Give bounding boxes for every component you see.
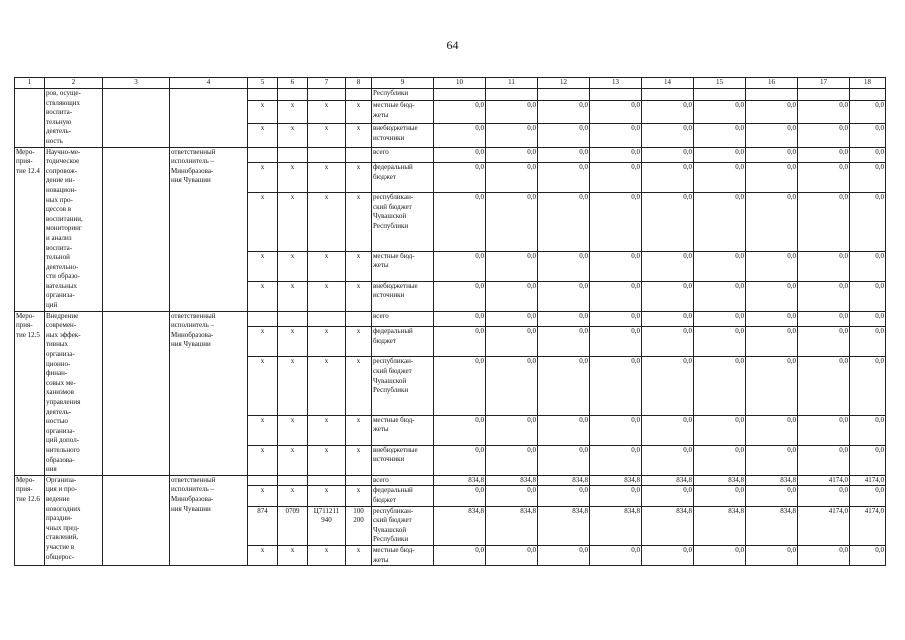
amount-cell: 0,0 bbox=[798, 163, 850, 193]
budget-table bbox=[14, 77, 886, 566]
code-grbs-cell: x bbox=[248, 101, 278, 124]
amount-cell: 0,0 bbox=[746, 251, 798, 281]
column-number-header: 15 bbox=[694, 78, 746, 89]
amount-cell: 0,0 bbox=[538, 251, 590, 281]
column-number-header: 4 bbox=[170, 78, 248, 89]
amount-cell: 0,0 bbox=[694, 445, 746, 475]
amount-cell: 0,0 bbox=[538, 486, 590, 506]
code-grbs-cell: x bbox=[248, 251, 278, 281]
amount-cell: 834,8 bbox=[642, 506, 694, 545]
amount-cell: 0,0 bbox=[746, 327, 798, 357]
amount-cell: 0,0 bbox=[850, 163, 886, 193]
amount-cell: 0,0 bbox=[590, 193, 642, 251]
amount-cell: 0,0 bbox=[590, 251, 642, 281]
amount-cell: 834,8 bbox=[538, 506, 590, 545]
code-grbs-cell: x bbox=[248, 415, 278, 445]
table-row bbox=[15, 475, 886, 486]
amount-cell: 0,0 bbox=[434, 327, 486, 357]
column-number-header: 2 bbox=[45, 78, 103, 89]
amount-cell: 0,0 bbox=[642, 311, 694, 327]
amount-cell: 0,0 bbox=[850, 147, 886, 163]
code-target-article-cell: x bbox=[308, 486, 346, 506]
amount-cell: 0,0 bbox=[538, 193, 590, 251]
amount-cell: 0,0 bbox=[746, 163, 798, 193]
column-number-header: 14 bbox=[642, 78, 694, 89]
amount-cell: 0,0 bbox=[746, 445, 798, 475]
amount-cell bbox=[434, 89, 486, 101]
code-expense-type-cell: x bbox=[346, 101, 372, 124]
column-number-header: 5 bbox=[248, 78, 278, 89]
amount-cell: 0,0 bbox=[486, 251, 538, 281]
column-number-header: 12 bbox=[538, 78, 590, 89]
measure-cell: Меро- прия- тие 12.4 bbox=[15, 147, 45, 311]
code-section-cell: x bbox=[278, 357, 308, 415]
amount-cell: 0,0 bbox=[850, 327, 886, 357]
measure-description-cell: Внедрение современ- ных эффек- тивных организа- ционно- финан- совых ме- ханизмов управления деятель- ностью организа- ций допол- нительного образова- ния bbox=[45, 311, 103, 475]
amount-cell: 0,0 bbox=[798, 124, 850, 147]
code-target-article-cell: x bbox=[308, 445, 346, 475]
amount-cell: 0,0 bbox=[434, 445, 486, 475]
amount-cell: 0,0 bbox=[694, 415, 746, 445]
code-grbs-cell bbox=[248, 89, 278, 101]
code-expense-type-cell: x bbox=[346, 545, 372, 565]
amount-cell: 834,8 bbox=[434, 475, 486, 486]
amount-cell: 0,0 bbox=[486, 327, 538, 357]
amount-cell: 0,0 bbox=[590, 281, 642, 311]
amount-cell: 0,0 bbox=[746, 101, 798, 124]
column-number-header: 17 bbox=[798, 78, 850, 89]
amount-cell: 0,0 bbox=[642, 147, 694, 163]
code-grbs-cell: x bbox=[248, 327, 278, 357]
amount-cell: 0,0 bbox=[850, 545, 886, 565]
column-number-header: 1 bbox=[15, 78, 45, 89]
amount-cell: 0,0 bbox=[850, 193, 886, 251]
amount-cell: 0,0 bbox=[642, 415, 694, 445]
code-section-cell: x bbox=[278, 193, 308, 251]
code-target-article-cell: x bbox=[308, 163, 346, 193]
amount-cell: 0,0 bbox=[538, 281, 590, 311]
amount-cell: 0,0 bbox=[538, 415, 590, 445]
amount-cell: 0,0 bbox=[694, 327, 746, 357]
funding-source-cell: всего bbox=[372, 147, 434, 163]
amount-cell: 0,0 bbox=[746, 486, 798, 506]
amount-cell: 0,0 bbox=[694, 486, 746, 506]
amount-cell: 0,0 bbox=[798, 311, 850, 327]
empty-cell bbox=[103, 311, 170, 475]
amount-cell: 0,0 bbox=[434, 486, 486, 506]
amount-cell: 0,0 bbox=[850, 486, 886, 506]
amount-cell: 0,0 bbox=[486, 486, 538, 506]
amount-cell: 0,0 bbox=[694, 311, 746, 327]
amount-cell: 0,0 bbox=[590, 311, 642, 327]
amount-cell: 0,0 bbox=[850, 124, 886, 147]
table-row bbox=[15, 89, 886, 101]
code-expense-type-cell: 100 200 bbox=[346, 506, 372, 545]
amount-cell: 0,0 bbox=[590, 545, 642, 565]
amount-cell bbox=[694, 89, 746, 101]
amount-cell: 0,0 bbox=[798, 193, 850, 251]
amount-cell: 0,0 bbox=[434, 124, 486, 147]
amount-cell: 0,0 bbox=[798, 327, 850, 357]
amount-cell: 0,0 bbox=[590, 357, 642, 415]
amount-cell: 0,0 bbox=[746, 357, 798, 415]
amount-cell: 0,0 bbox=[486, 193, 538, 251]
column-number-header: 13 bbox=[590, 78, 642, 89]
amount-cell: 834,8 bbox=[434, 506, 486, 545]
amount-cell: 0,0 bbox=[486, 545, 538, 565]
funding-source-cell: внебюджетные источники bbox=[372, 124, 434, 147]
column-number-header: 7 bbox=[308, 78, 346, 89]
column-number-header: 8 bbox=[346, 78, 372, 89]
amount-cell: 0,0 bbox=[746, 545, 798, 565]
code-expense-type-cell bbox=[346, 311, 372, 327]
code-expense-type-cell: x bbox=[346, 357, 372, 415]
amount-cell: 0,0 bbox=[642, 327, 694, 357]
amount-cell: 0,0 bbox=[642, 486, 694, 506]
amount-cell: 0,0 bbox=[590, 163, 642, 193]
code-section-cell: x bbox=[278, 486, 308, 506]
amount-cell: 0,0 bbox=[434, 311, 486, 327]
amount-cell: 0,0 bbox=[642, 101, 694, 124]
amount-cell: 0,0 bbox=[538, 311, 590, 327]
amount-cell: 0,0 bbox=[850, 251, 886, 281]
amount-cell: 0,0 bbox=[694, 147, 746, 163]
amount-cell: 0,0 bbox=[850, 101, 886, 124]
code-target-article-cell: x bbox=[308, 545, 346, 565]
amount-cell: 0,0 bbox=[486, 445, 538, 475]
code-target-article-cell: x bbox=[308, 124, 346, 147]
amount-cell: 0,0 bbox=[486, 281, 538, 311]
funding-source-cell: Республики bbox=[372, 89, 434, 101]
measure-cell: Меро- прия- тие 12.5 bbox=[15, 311, 45, 475]
amount-cell: 0,0 bbox=[434, 545, 486, 565]
amount-cell: 0,0 bbox=[798, 251, 850, 281]
funding-source-cell: всего bbox=[372, 311, 434, 327]
code-expense-type-cell: x bbox=[346, 486, 372, 506]
amount-cell: 0,0 bbox=[694, 357, 746, 415]
amount-cell: 0,0 bbox=[486, 311, 538, 327]
amount-cell: 0,0 bbox=[434, 101, 486, 124]
amount-cell: 0,0 bbox=[694, 545, 746, 565]
amount-cell: 0,0 bbox=[798, 147, 850, 163]
code-section-cell: x bbox=[278, 101, 308, 124]
amount-cell: 0,0 bbox=[746, 281, 798, 311]
amount-cell: 0,0 bbox=[850, 357, 886, 415]
amount-cell: 0,0 bbox=[642, 193, 694, 251]
column-number-header: 6 bbox=[278, 78, 308, 89]
code-section-cell: x bbox=[278, 545, 308, 565]
amount-cell bbox=[590, 89, 642, 101]
amount-cell: 0,0 bbox=[590, 124, 642, 147]
code-grbs-cell bbox=[248, 475, 278, 486]
code-expense-type-cell: x bbox=[346, 124, 372, 147]
amount-cell bbox=[850, 89, 886, 101]
amount-cell: 0,0 bbox=[486, 163, 538, 193]
code-expense-type-cell: x bbox=[346, 281, 372, 311]
code-expense-type-cell: x bbox=[346, 163, 372, 193]
amount-cell: 0,0 bbox=[642, 124, 694, 147]
code-section-cell bbox=[278, 89, 308, 101]
funding-source-cell: местные бюд- жеты bbox=[372, 415, 434, 445]
amount-cell: 0,0 bbox=[486, 357, 538, 415]
amount-cell: 4174,0 bbox=[798, 506, 850, 545]
code-section-cell: 0709 bbox=[278, 506, 308, 545]
executor-cell: ответственный исполнитель – Минобразова- ния Чувашии bbox=[170, 311, 248, 475]
column-number-row bbox=[15, 78, 886, 89]
amount-cell: 0,0 bbox=[486, 147, 538, 163]
executor-cell bbox=[170, 89, 248, 148]
amount-cell: 0,0 bbox=[590, 147, 642, 163]
amount-cell: 0,0 bbox=[798, 415, 850, 445]
code-section-cell: x bbox=[278, 327, 308, 357]
code-section-cell bbox=[278, 311, 308, 327]
amount-cell: 0,0 bbox=[538, 101, 590, 124]
amount-cell: 0,0 bbox=[642, 251, 694, 281]
amount-cell: 0,0 bbox=[850, 311, 886, 327]
amount-cell: 0,0 bbox=[486, 415, 538, 445]
code-grbs-cell: x bbox=[248, 281, 278, 311]
amount-cell: 0,0 bbox=[434, 415, 486, 445]
code-section-cell: x bbox=[278, 251, 308, 281]
code-grbs-cell bbox=[248, 147, 278, 163]
code-target-article-cell: x bbox=[308, 281, 346, 311]
code-section-cell: x bbox=[278, 445, 308, 475]
amount-cell: 0,0 bbox=[798, 486, 850, 506]
code-grbs-cell: x bbox=[248, 486, 278, 506]
amount-cell: 834,8 bbox=[746, 475, 798, 486]
code-target-article-cell: x bbox=[308, 193, 346, 251]
amount-cell: 0,0 bbox=[590, 415, 642, 445]
code-expense-type-cell: x bbox=[346, 327, 372, 357]
amount-cell: 834,8 bbox=[538, 475, 590, 486]
amount-cell: 0,0 bbox=[746, 193, 798, 251]
code-target-article-cell: x bbox=[308, 251, 346, 281]
amount-cell: 0,0 bbox=[590, 445, 642, 475]
column-number-header: 16 bbox=[746, 78, 798, 89]
amount-cell: 0,0 bbox=[798, 545, 850, 565]
amount-cell: 0,0 bbox=[850, 281, 886, 311]
amount-cell bbox=[798, 89, 850, 101]
executor-cell: ответственный исполнитель – Минобразова- ния Чувашии bbox=[170, 475, 248, 565]
amount-cell: 0,0 bbox=[798, 281, 850, 311]
amount-cell: 0,0 bbox=[486, 101, 538, 124]
amount-cell: 0,0 bbox=[694, 163, 746, 193]
amount-cell: 4174,0 bbox=[850, 475, 886, 486]
amount-cell: 834,8 bbox=[694, 475, 746, 486]
amount-cell: 834,8 bbox=[642, 475, 694, 486]
amount-cell: 0,0 bbox=[850, 415, 886, 445]
column-number-header: 9 bbox=[372, 78, 434, 89]
amount-cell: 834,8 bbox=[486, 506, 538, 545]
amount-cell: 0,0 bbox=[538, 147, 590, 163]
code-target-article-cell bbox=[308, 311, 346, 327]
amount-cell: 0,0 bbox=[538, 445, 590, 475]
code-grbs-cell: x bbox=[248, 124, 278, 147]
amount-cell: 834,8 bbox=[746, 506, 798, 545]
code-target-article-cell: Ц711211 940 bbox=[308, 506, 346, 545]
code-grbs-cell: 874 bbox=[248, 506, 278, 545]
amount-cell: 4174,0 bbox=[798, 475, 850, 486]
table-body bbox=[15, 78, 886, 566]
funding-source-cell: федеральный бюджет bbox=[372, 327, 434, 357]
code-grbs-cell: x bbox=[248, 545, 278, 565]
amount-cell: 4174,0 bbox=[850, 506, 886, 545]
code-grbs-cell: x bbox=[248, 445, 278, 475]
amount-cell: 0,0 bbox=[538, 124, 590, 147]
code-expense-type-cell bbox=[346, 89, 372, 101]
amount-cell: 0,0 bbox=[590, 327, 642, 357]
code-expense-type-cell: x bbox=[346, 251, 372, 281]
amount-cell: 0,0 bbox=[642, 163, 694, 193]
funding-source-cell: внебюджетные источники bbox=[372, 445, 434, 475]
amount-cell: 0,0 bbox=[590, 486, 642, 506]
code-target-article-cell: x bbox=[308, 357, 346, 415]
amount-cell: 0,0 bbox=[798, 445, 850, 475]
empty-cell bbox=[103, 89, 170, 148]
measure-cell: Меро- прия- тие 12.6 bbox=[15, 475, 45, 565]
amount-cell: 0,0 bbox=[434, 163, 486, 193]
amount-cell: 0,0 bbox=[798, 357, 850, 415]
amount-cell bbox=[746, 89, 798, 101]
amount-cell: 0,0 bbox=[694, 281, 746, 311]
amount-cell: 0,0 bbox=[642, 357, 694, 415]
amount-cell: 0,0 bbox=[434, 357, 486, 415]
code-expense-type-cell: x bbox=[346, 415, 372, 445]
amount-cell: 0,0 bbox=[538, 357, 590, 415]
amount-cell: 0,0 bbox=[694, 193, 746, 251]
amount-cell: 0,0 bbox=[642, 545, 694, 565]
code-target-article-cell bbox=[308, 89, 346, 101]
code-target-article-cell bbox=[308, 475, 346, 486]
amount-cell: 0,0 bbox=[694, 251, 746, 281]
amount-cell: 0,0 bbox=[538, 163, 590, 193]
amount-cell: 0,0 bbox=[538, 545, 590, 565]
amount-cell: 0,0 bbox=[746, 415, 798, 445]
amount-cell: 0,0 bbox=[642, 445, 694, 475]
code-section-cell: x bbox=[278, 163, 308, 193]
code-expense-type-cell: x bbox=[346, 445, 372, 475]
code-expense-type-cell bbox=[346, 475, 372, 486]
table-row bbox=[15, 147, 886, 163]
amount-cell: 834,8 bbox=[486, 475, 538, 486]
executor-cell: ответственный исполнитель – Минобразова- ния Чувашии bbox=[170, 147, 248, 311]
amount-cell: 0,0 bbox=[746, 311, 798, 327]
code-grbs-cell bbox=[248, 311, 278, 327]
funding-source-cell: местные бюд- жеты bbox=[372, 251, 434, 281]
amount-cell: 0,0 bbox=[746, 124, 798, 147]
column-number-header: 10 bbox=[434, 78, 486, 89]
code-section-cell: x bbox=[278, 124, 308, 147]
measure-description-cell: Научно-ме- тодическое сопровож- дение ин- новацион- ных про- цессов в воспитании, мониторинг и анализ воспита- тельной деятельно- сти образо- вательных организа- ций bbox=[45, 147, 103, 311]
amount-cell: 834,8 bbox=[694, 506, 746, 545]
funding-source-cell: республикан- ский бюджет Чувашской Республики bbox=[372, 193, 434, 251]
code-expense-type-cell: x bbox=[346, 193, 372, 251]
funding-source-cell: республикан- ский бюджет Чувашской Республики bbox=[372, 506, 434, 545]
funding-source-cell: внебюджетные источники bbox=[372, 281, 434, 311]
code-section-cell: x bbox=[278, 415, 308, 445]
column-number-header: 11 bbox=[486, 78, 538, 89]
code-section-cell: x bbox=[278, 281, 308, 311]
amount-cell: 0,0 bbox=[798, 101, 850, 124]
empty-cell bbox=[103, 475, 170, 565]
amount-cell: 0,0 bbox=[434, 251, 486, 281]
amount-cell bbox=[642, 89, 694, 101]
funding-source-cell: федеральный бюджет bbox=[372, 486, 434, 506]
amount-cell: 0,0 bbox=[538, 327, 590, 357]
empty-cell bbox=[103, 147, 170, 311]
amount-cell bbox=[486, 89, 538, 101]
page-number: 64 bbox=[446, 38, 459, 52]
code-target-article-cell: x bbox=[308, 101, 346, 124]
amount-cell: 0,0 bbox=[694, 124, 746, 147]
amount-cell: 0,0 bbox=[642, 281, 694, 311]
code-section-cell bbox=[278, 147, 308, 163]
measure-description-cell: ров, осуще- ствляющих воспита- тельную деятель- ность bbox=[45, 89, 103, 148]
column-number-header: 18 bbox=[850, 78, 886, 89]
amount-cell: 0,0 bbox=[746, 147, 798, 163]
measure-cell bbox=[15, 89, 45, 148]
amount-cell: 0,0 bbox=[850, 445, 886, 475]
code-target-article-cell: x bbox=[308, 415, 346, 445]
funding-source-cell: местные бюд- жеты bbox=[372, 545, 434, 565]
amount-cell: 0,0 bbox=[434, 147, 486, 163]
amount-cell bbox=[538, 89, 590, 101]
code-target-article-cell: x bbox=[308, 327, 346, 357]
funding-source-cell: республикан- ский бюджет Чувашской Республики bbox=[372, 357, 434, 415]
code-grbs-cell: x bbox=[248, 163, 278, 193]
amount-cell: 0,0 bbox=[434, 193, 486, 251]
amount-cell: 0,0 bbox=[694, 101, 746, 124]
table-row bbox=[15, 311, 886, 327]
funding-source-cell: всего bbox=[372, 475, 434, 486]
amount-cell: 0,0 bbox=[434, 281, 486, 311]
column-number-header: 3 bbox=[103, 78, 170, 89]
amount-cell: 0,0 bbox=[486, 124, 538, 147]
code-grbs-cell: x bbox=[248, 193, 278, 251]
code-target-article-cell bbox=[308, 147, 346, 163]
funding-source-cell: федеральный бюджет bbox=[372, 163, 434, 193]
amount-cell: 834,8 bbox=[590, 506, 642, 545]
amount-cell: 0,0 bbox=[590, 101, 642, 124]
code-expense-type-cell bbox=[346, 147, 372, 163]
amount-cell: 834,8 bbox=[590, 475, 642, 486]
measure-description-cell: Организа- ция и про- ведение новогодних праздни- чных пред- ставлений, участие в общерос- bbox=[45, 475, 103, 565]
funding-source-cell: местные бюд- жеты bbox=[372, 101, 434, 124]
code-section-cell bbox=[278, 475, 308, 486]
code-grbs-cell: x bbox=[248, 357, 278, 415]
